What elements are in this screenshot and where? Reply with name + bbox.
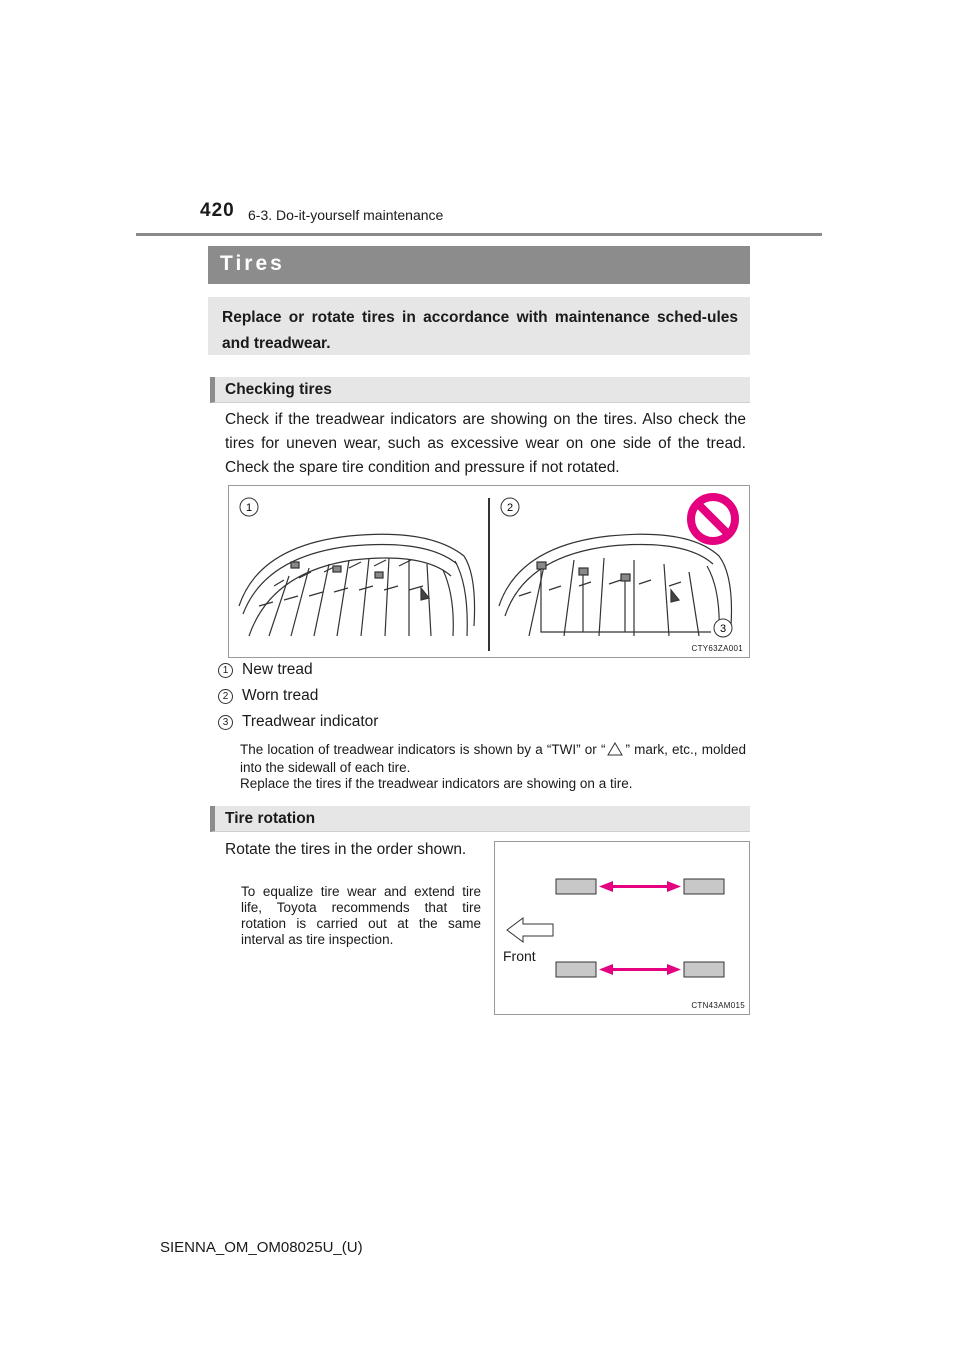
svg-text:3: 3: [719, 623, 727, 635]
svg-text:2: 2: [506, 502, 514, 514]
treadwear-note-part2: ” mark, etc., molded into the sidewall of each tire.: [240, 742, 746, 775]
tire-front-left: [556, 879, 596, 894]
triangle-icon: [607, 742, 623, 760]
front-direction-arrow-icon: [507, 918, 553, 942]
footer-doc-id: SIENNA_OM_OM08025U_(U): [160, 1239, 363, 1256]
checking-tires-heading-text: Checking tires: [225, 381, 332, 398]
tread-illustration: [229, 486, 749, 657]
callout-3-marker: [714, 619, 732, 637]
intro-text: Replace or rotate tires in accordance with maintenance sched-ules and treadwear.: [222, 309, 738, 352]
intro-box: [208, 297, 750, 355]
tire-rotation-heading: [210, 806, 750, 832]
prohibit-icon: [691, 497, 735, 541]
legend-number-3: 3: [218, 715, 233, 730]
front-rotation-arrow: [599, 881, 681, 892]
page-title: Tires: [220, 252, 285, 275]
treadwear-note: [240, 742, 746, 792]
tire-rotation-note: To equalize tire wear and extend tire life, Toyota recommends that tire rotation is carried out at the same interval as tire inspection.: [241, 884, 481, 947]
legend-label-treadwear-indicator: Treadwear indicator: [242, 713, 379, 730]
treadwear-note-line2: Replace the tires if the treadwear indicators are showing on a tire.: [240, 776, 633, 791]
figure-code-2: CTN43AM015: [691, 1001, 745, 1010]
tire-front-right: [684, 879, 724, 894]
svg-text:1: 1: [245, 502, 253, 514]
rotation-figure: [494, 841, 750, 1015]
figure-code-1: CTY63ZA001: [691, 644, 743, 653]
tread-figure: [228, 485, 750, 658]
legend-number-1: 1: [218, 663, 233, 678]
section-label: 6-3. Do-it-yourself maintenance: [248, 207, 444, 223]
callout-2-marker: [501, 498, 519, 516]
treadwear-note-part1: The location of treadwear indicators is shown by a “TWI” or “: [240, 742, 606, 757]
legend-number-2: 2: [218, 689, 233, 704]
tire-rear-right: [684, 962, 724, 977]
page-number: 420: [200, 200, 235, 221]
header-rule: [136, 233, 822, 236]
callout-1-marker: [240, 498, 258, 516]
new-tread-tire: [239, 534, 475, 636]
legend-label-worn-tread: Worn tread: [242, 687, 319, 704]
legend-label-new-tread: New tread: [242, 661, 313, 678]
checking-tires-body: Check if the treadwear indicators are showing on the tires. Also check the tires for uneven wear, such as excessive wear on one side of the tread. Check the spare tire condition and pressure if not rotated.: [225, 411, 746, 476]
rotation-diagram: [495, 842, 749, 1014]
worn-tread-tire: [499, 534, 732, 636]
tire-rear-left: [556, 962, 596, 977]
tire-rotation-body: Rotate the tires in the order shown.: [225, 841, 467, 858]
front-label: Front: [503, 948, 536, 964]
rear-rotation-arrow: [599, 964, 681, 975]
title-bar: [208, 246, 750, 284]
tire-rotation-heading-text: Tire rotation: [225, 810, 316, 827]
checking-tires-heading: [210, 377, 750, 403]
